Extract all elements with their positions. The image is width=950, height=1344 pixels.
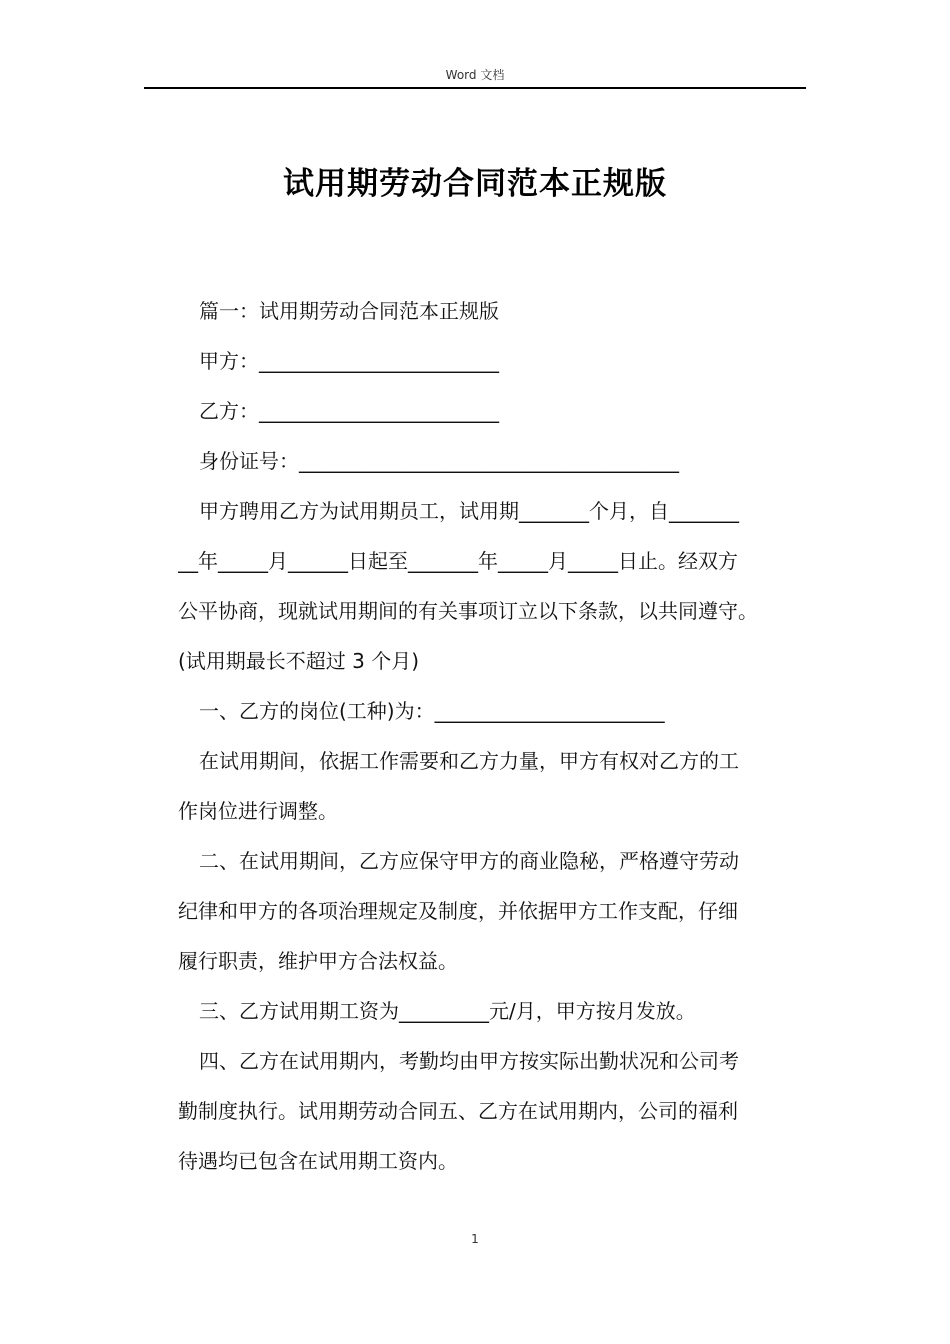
party-a-line: 甲方：________________________: [199, 349, 499, 373]
page-number: 1: [471, 1232, 479, 1246]
section-heading: 篇一：试用期劳动合同范本正规版: [199, 299, 499, 323]
page-header: Word 文档: [445, 68, 505, 82]
paragraph-line: 履行职责，维护甲方合法权益。: [178, 949, 458, 973]
paragraph-line: 勤制度执行。试用期劳动合同五、乙方在试用期内，公司的福利: [178, 1099, 738, 1123]
paragraph-line: 待遇均已包含在试用期工资内。: [178, 1149, 458, 1173]
clause-4-line: 四、乙方在试用期内，考勤均由甲方按实际出勤状况和公司考: [199, 1049, 739, 1073]
paragraph-line: (试用期最长不超过 3 个月): [178, 649, 420, 673]
paragraph-line: 甲方聘用乙方为试用期员工，试用期_______个月，自_______: [199, 499, 739, 523]
clause-2-line: 二、在试用期间，乙方应保守甲方的商业隐秘，严格遵守劳动: [199, 849, 739, 873]
paragraph-line: __年_____月______日起至_______年_____月_____日止。经双方: [178, 549, 738, 573]
clause-1-line: 一、乙方的岗位(工种)为：_______________________: [199, 699, 665, 723]
clause-3-line: 三、乙方试用期工资为_________元/月，甲方按月发放。: [199, 999, 696, 1023]
id-number-line: 身份证号：______________________________________: [199, 449, 679, 473]
paragraph-line: 作岗位进行调整。: [178, 799, 338, 823]
party-b-line: 乙方：________________________: [199, 399, 499, 423]
paragraph-line: 在试用期间，依据工作需要和乙方力量，甲方有权对乙方的工: [199, 749, 739, 773]
paragraph-line: 公平协商，现就试用期间的有关事项订立以下条款，以共同遵守。: [178, 599, 758, 623]
document-title: 试用期劳动合同范本正规版: [283, 166, 667, 202]
paragraph-line: 纪律和甲方的各项治理规定及制度，并依据甲方工作支配，仔细: [178, 899, 738, 923]
header-rule: [144, 87, 806, 89]
